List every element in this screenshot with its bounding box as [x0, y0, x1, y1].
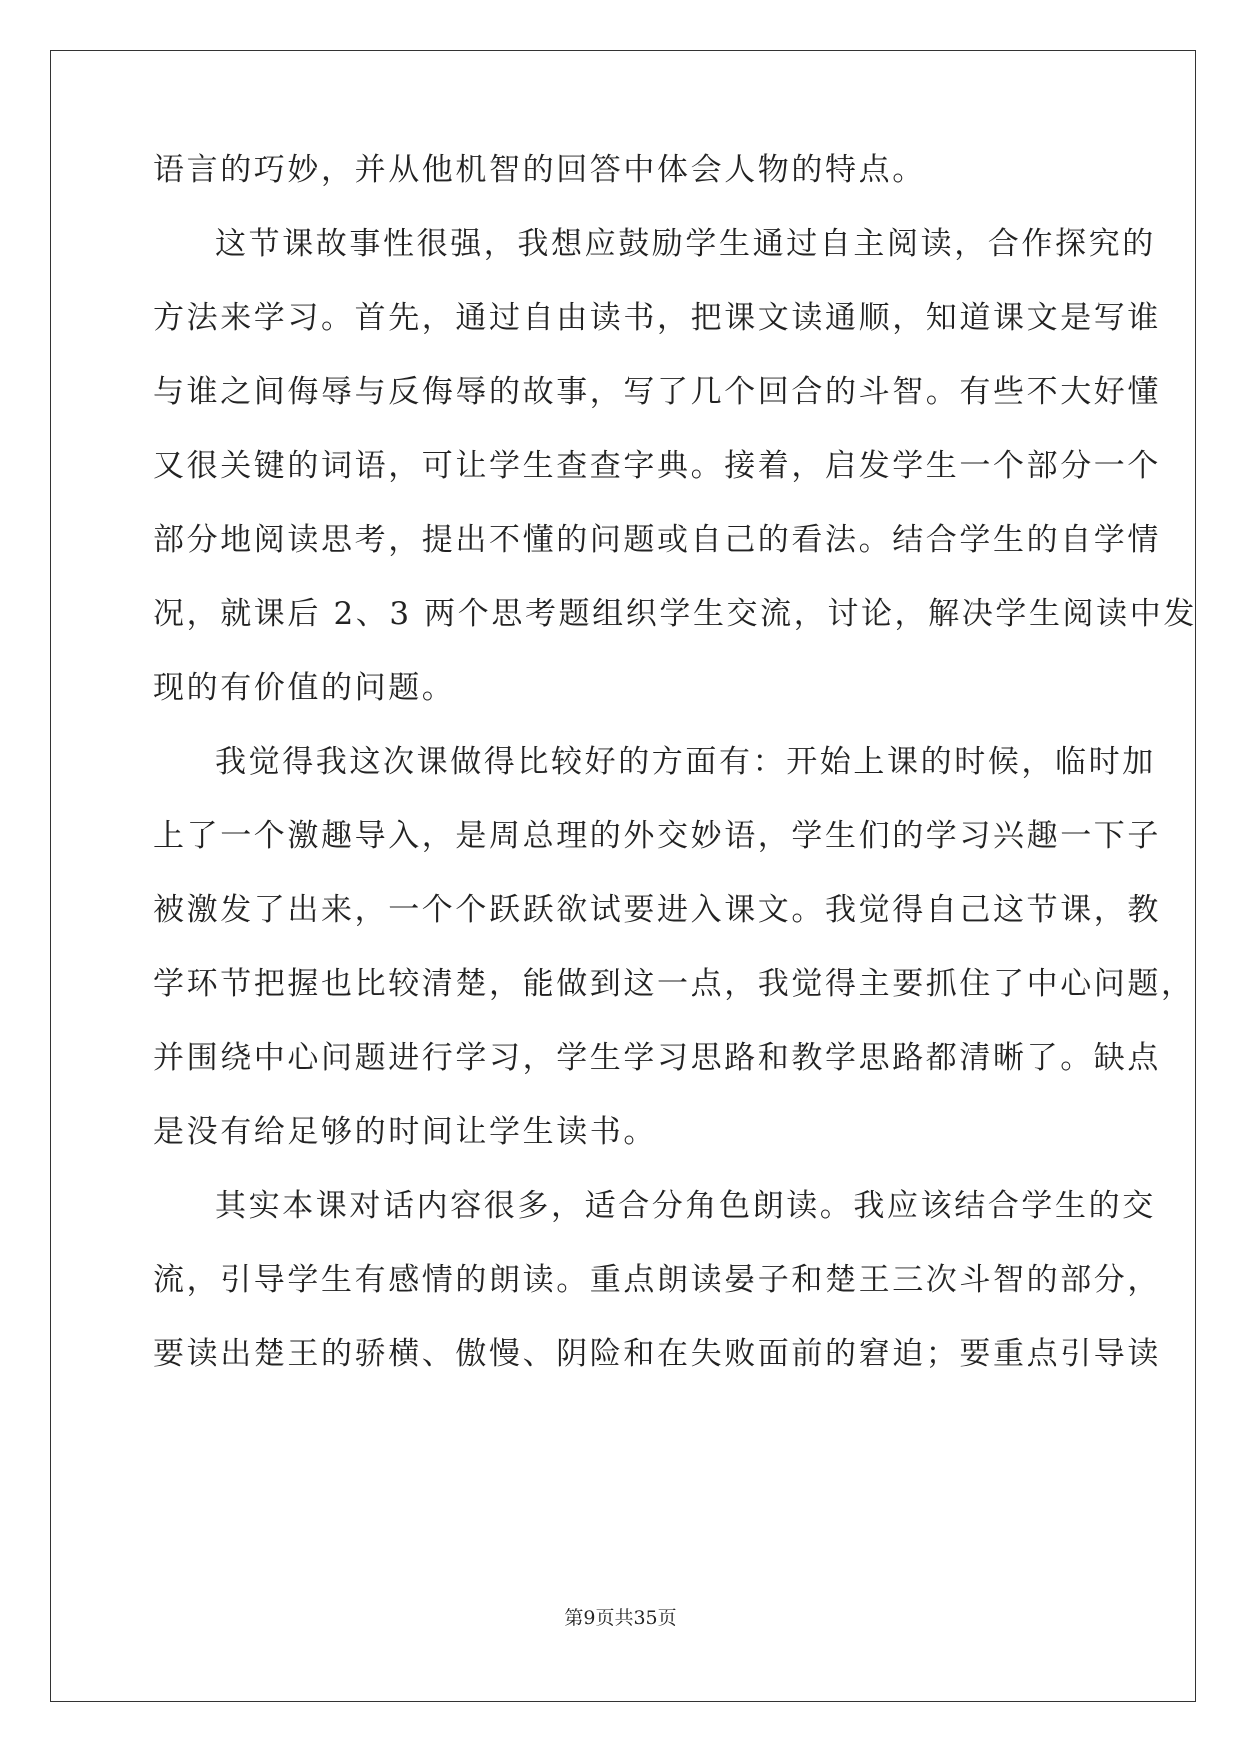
paragraph-line-10: 上了一个激趣导入，是周总理的外交妙语，学生们的学习兴趣一下子 — [153, 818, 1161, 854]
paragraph-line-15: 其实本课对话内容很多，适合分角色朗读。我应该结合学生的交 — [215, 1188, 1156, 1224]
paragraph-line-14: 是没有给足够的时间让学生读书。 — [153, 1114, 657, 1150]
paragraph-line-12: 学环节把握也比较清楚，能做到这一点，我觉得主要抓住了中心问题， — [153, 966, 1195, 1002]
paragraph-line-3: 方法来学习。首先，通过自由读书，把课文读通顺，知道课文是写谁 — [153, 300, 1161, 336]
paragraph-line-7: 况，就课后 2、3 两个思考题组织学生交流，讨论，解决学生阅读中发 — [153, 596, 1197, 632]
page-suffix: 页 — [595, 1607, 615, 1629]
total-suffix: 页 — [657, 1607, 677, 1629]
paragraph-line-13: 并围绕中心问题进行学习，学生学习思路和教学思路都清晰了。缺点 — [153, 1040, 1161, 1076]
paragraph-line-8: 现的有价值的问题。 — [153, 670, 456, 706]
page-footer — [0, 1606, 1241, 1630]
paragraph-line-5: 又很关键的词语，可让学生查查字典。接着，启发学生一个部分一个 — [153, 448, 1161, 484]
paragraph-line-1: 语言的巧妙，并从他机智的回答中体会人物的特点。 — [153, 152, 926, 188]
paragraph-line-2: 这节课故事性很强，我想应鼓励学生通过自主阅读，合作探究的 — [215, 226, 1156, 262]
total-pages: 35 — [633, 1607, 658, 1629]
paragraph-line-9: 我觉得我这次课做得比较好的方面有：开始上课的时候，临时加 — [215, 744, 1156, 780]
total-prefix: 共 — [614, 1607, 634, 1629]
paragraph-line-4: 与谁之间侮辱与反侮辱的故事，写了几个回合的斗智。有些不大好懂 — [153, 374, 1161, 410]
page-number: 9 — [583, 1607, 596, 1629]
paragraph-line-17: 要读出楚王的骄横、傲慢、阴险和在失败面前的窘迫；要重点引导读 — [153, 1336, 1161, 1372]
page-prefix: 第 — [564, 1607, 584, 1629]
paragraph-line-6: 部分地阅读思考，提出不懂的问题或自己的看法。结合学生的自学情 — [153, 522, 1161, 558]
paragraph-line-11: 被激发了出来，一个个跃跃欲试要进入课文。我觉得自己这节课，教 — [153, 892, 1161, 928]
paragraph-line-16: 流，引导学生有感情的朗读。重点朗读晏子和楚王三次斗智的部分， — [153, 1262, 1161, 1298]
